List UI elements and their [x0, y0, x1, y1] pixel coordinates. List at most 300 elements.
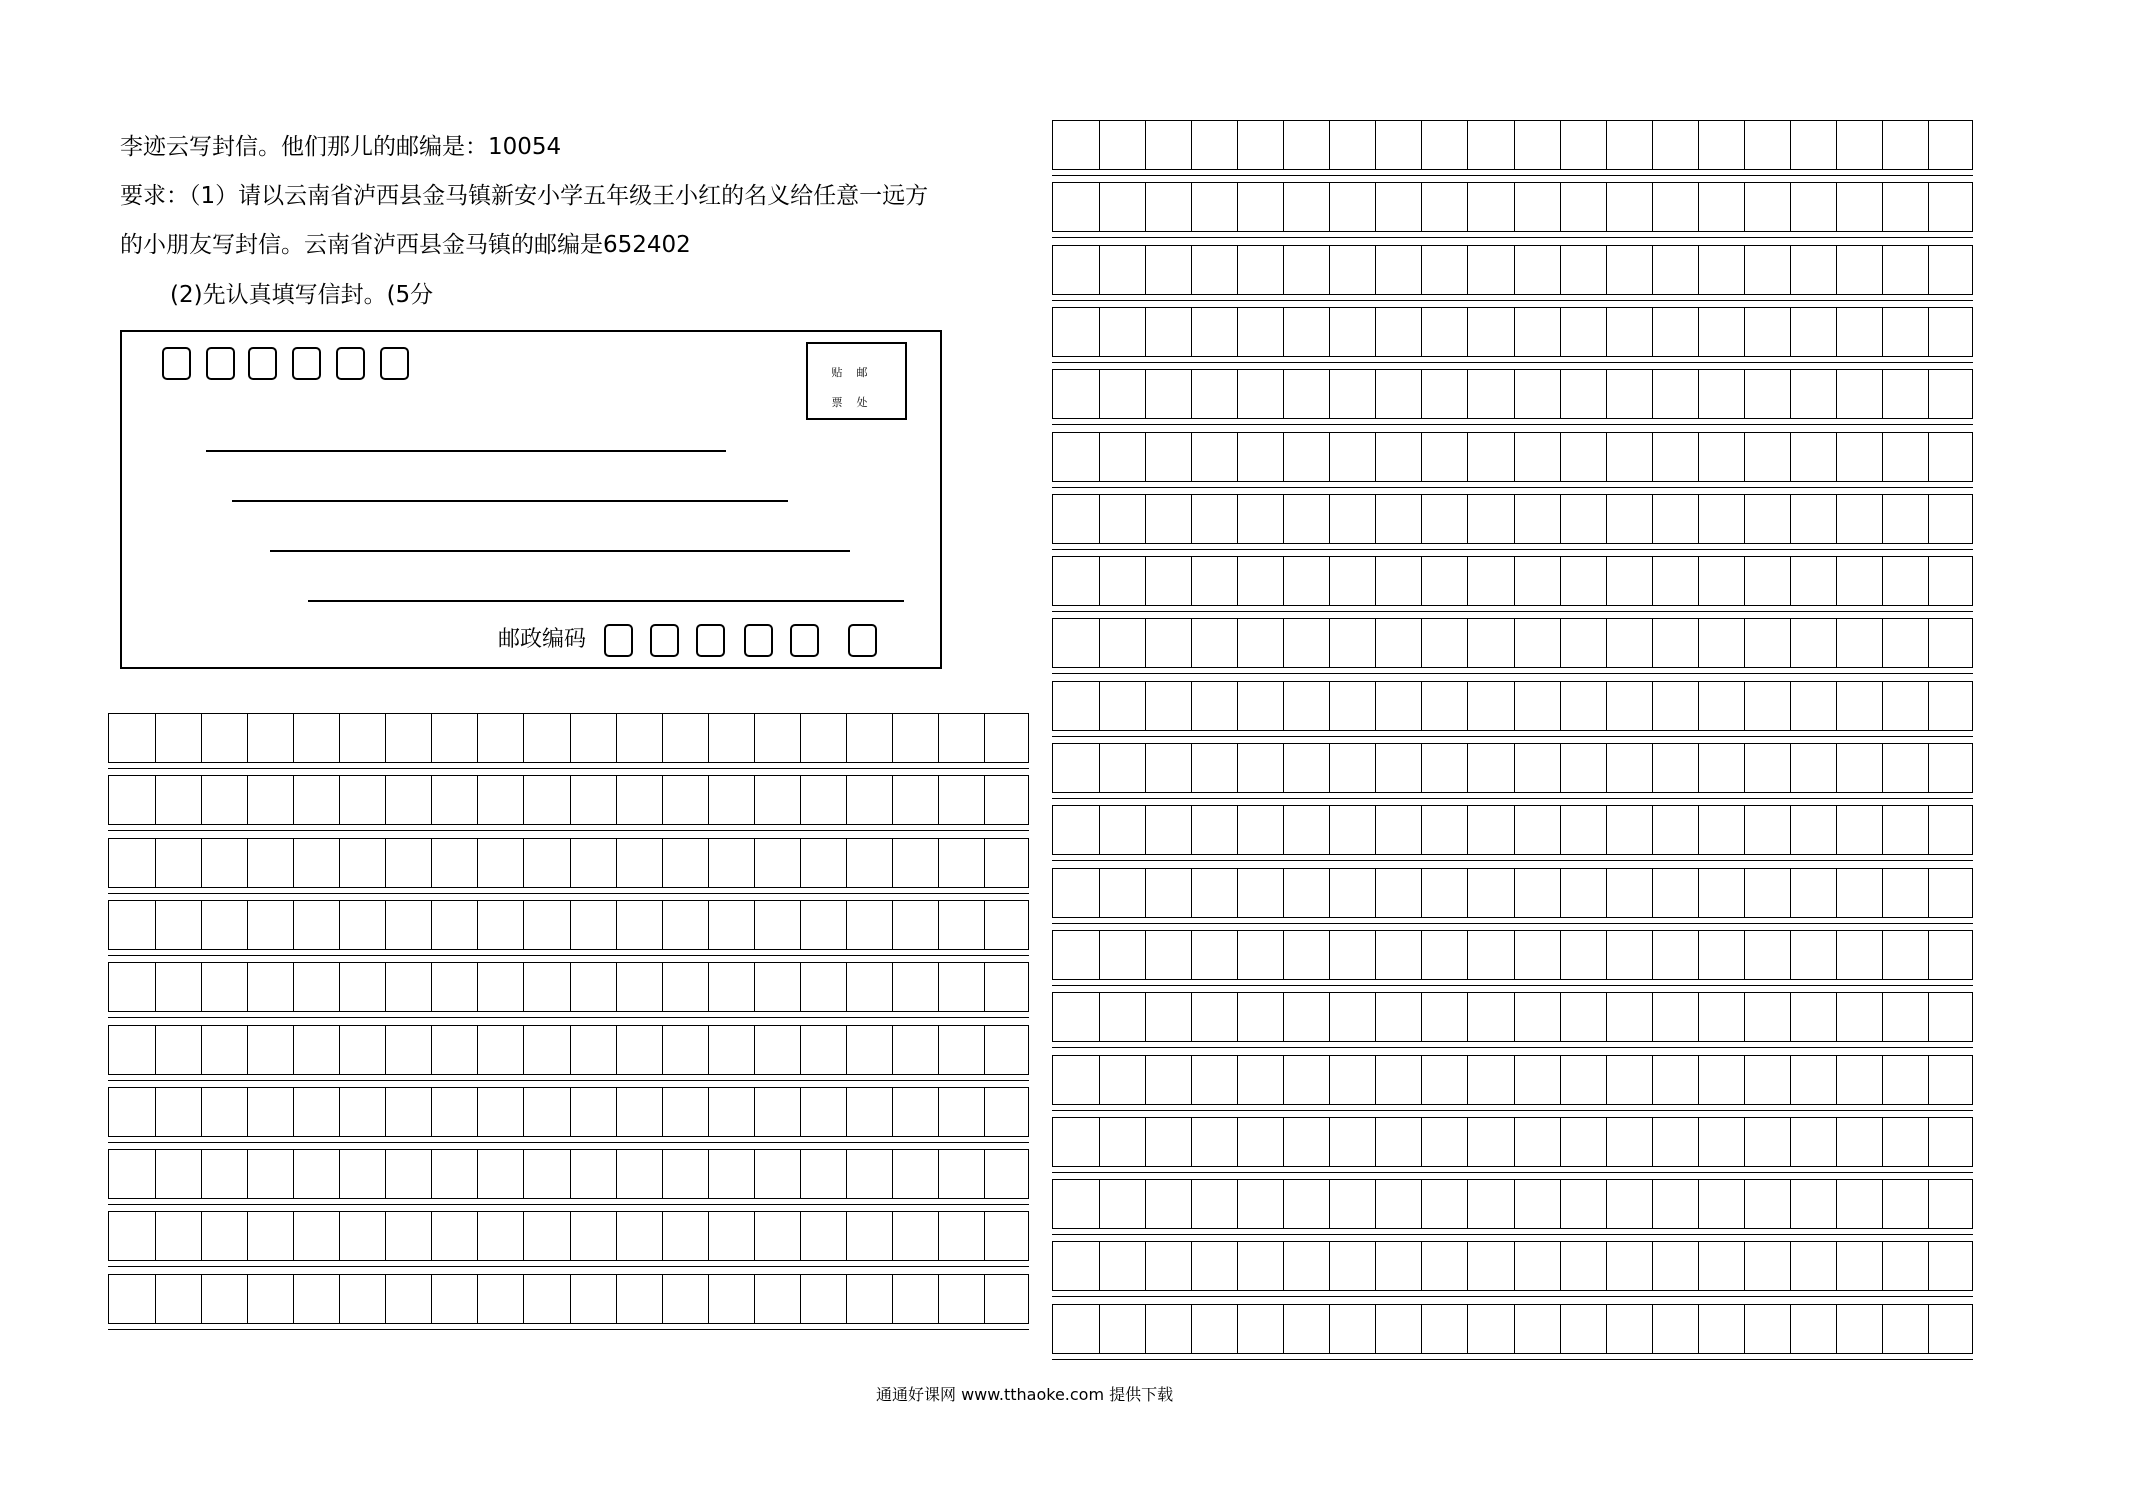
grid-cell-divider	[1237, 121, 1238, 169]
grid-cell-divider	[1606, 869, 1607, 917]
grid-cell-divider	[1652, 1305, 1653, 1353]
grid-cell-divider	[1698, 246, 1699, 294]
grid-cell-divider	[1560, 308, 1561, 356]
grid-cell-divider	[1514, 619, 1515, 667]
grid-cell-divider	[1836, 308, 1837, 356]
grid-cell-divider	[938, 1212, 939, 1260]
grid-cell-divider	[1744, 806, 1745, 854]
grid-cell-divider	[1283, 246, 1284, 294]
grid-cell-divider	[1421, 183, 1422, 231]
postal-code-box[interactable]	[604, 624, 633, 657]
grid-cell-divider	[1514, 682, 1515, 730]
grid-cell-divider	[1928, 806, 1929, 854]
grid-cell-divider	[754, 839, 755, 887]
grid-cell-divider	[570, 1026, 571, 1074]
grid-cell-divider	[1329, 495, 1330, 543]
grid-cell-divider	[800, 776, 801, 824]
grid-cell-divider	[984, 1212, 985, 1260]
grid-cell-divider	[892, 1275, 893, 1323]
grid-cell-divider	[1283, 121, 1284, 169]
postal-code-box[interactable]	[790, 624, 819, 657]
grid-cell-divider	[339, 1150, 340, 1198]
grid-cell-divider	[754, 776, 755, 824]
grid-cell-divider	[1652, 1118, 1653, 1166]
grid-cell-divider	[155, 776, 156, 824]
grid-cell-divider	[662, 839, 663, 887]
grid-cell-divider	[1790, 246, 1791, 294]
grid-cell-divider	[1421, 246, 1422, 294]
grid-cell-divider	[523, 714, 524, 762]
grid-cell-divider	[523, 1212, 524, 1260]
grid-cell-divider	[1560, 183, 1561, 231]
grid-cell-divider	[1375, 744, 1376, 792]
grid-cell-divider	[1375, 1056, 1376, 1104]
sender-zip-box[interactable]	[380, 347, 409, 380]
grid-cell-divider	[293, 839, 294, 887]
grid-cell-divider	[1652, 433, 1653, 481]
grid-cell-divider	[1698, 1305, 1699, 1353]
grid-cell-divider	[1514, 183, 1515, 231]
grid-cell-divider	[1652, 869, 1653, 917]
sender-zip-box[interactable]	[206, 347, 235, 380]
grid-row	[108, 1211, 1029, 1261]
grid-cell-divider	[892, 1026, 893, 1074]
grid-cell-divider	[1882, 869, 1883, 917]
grid-cell-divider	[1283, 183, 1284, 231]
grid-row	[1052, 868, 1973, 918]
sender-zip-box[interactable]	[162, 347, 191, 380]
grid-cell-divider	[892, 776, 893, 824]
grid-cell-divider	[523, 776, 524, 824]
grid-cell-divider	[1329, 1242, 1330, 1290]
grid-cell-divider	[431, 1212, 432, 1260]
grid-cell-divider	[1606, 1305, 1607, 1353]
grid-cell-divider	[1560, 495, 1561, 543]
grid-cell-divider	[293, 1212, 294, 1260]
grid-cell-divider	[1467, 183, 1468, 231]
grid-cell-divider	[1237, 246, 1238, 294]
grid-cell-divider	[1744, 495, 1745, 543]
grid-cell-divider	[1744, 183, 1745, 231]
grid-row-separator	[1052, 923, 1973, 924]
grid-cell-divider	[616, 1150, 617, 1198]
grid-cell-divider	[1099, 806, 1100, 854]
grid-cell-divider	[1421, 1118, 1422, 1166]
grid-cell-divider	[247, 1088, 248, 1136]
grid-cell-divider	[1099, 993, 1100, 1041]
grid-cell-divider	[1467, 433, 1468, 481]
grid-cell-divider	[708, 839, 709, 887]
grid-cell-divider	[477, 839, 478, 887]
grid-cell-divider	[1836, 682, 1837, 730]
grid-cell-divider	[1145, 1118, 1146, 1166]
grid-cell-divider	[1652, 1056, 1653, 1104]
grid-cell-divider	[1145, 1056, 1146, 1104]
grid-cell-divider	[293, 1026, 294, 1074]
grid-cell-divider	[1882, 246, 1883, 294]
grid-cell-divider	[984, 963, 985, 1011]
grid-cell-divider	[1514, 1180, 1515, 1228]
grid-cell-divider	[477, 1088, 478, 1136]
grid-cell-divider	[800, 1150, 801, 1198]
grid-cell-divider	[1560, 1180, 1561, 1228]
grid-cell-divider	[1560, 931, 1561, 979]
grid-cell-divider	[1514, 121, 1515, 169]
grid-row	[108, 962, 1029, 1012]
grid-cell-divider	[1237, 682, 1238, 730]
grid-cell-divider	[1882, 557, 1883, 605]
grid-cell-divider	[1283, 1118, 1284, 1166]
grid-cell-divider	[1329, 744, 1330, 792]
grid-cell-divider	[339, 839, 340, 887]
grid-cell-divider	[1191, 682, 1192, 730]
grid-cell-divider	[708, 1212, 709, 1260]
grid-cell-divider	[1698, 495, 1699, 543]
grid-cell-divider	[1191, 806, 1192, 854]
grid-cell-divider	[1145, 993, 1146, 1041]
grid-cell-divider	[1237, 1118, 1238, 1166]
grid-cell-divider	[155, 1026, 156, 1074]
grid-cell-divider	[1882, 1180, 1883, 1228]
grid-cell-divider	[1698, 744, 1699, 792]
grid-cell-divider	[1836, 121, 1837, 169]
grid-row-separator	[1052, 487, 1973, 488]
grid-cell-divider	[1790, 682, 1791, 730]
grid-cell-divider	[247, 1275, 248, 1323]
grid-cell-divider	[1145, 370, 1146, 418]
grid-cell-divider	[1744, 1305, 1745, 1353]
grid-cell-divider	[523, 839, 524, 887]
grid-row	[108, 900, 1029, 950]
grid-cell-divider	[1928, 1056, 1929, 1104]
grid-cell-divider	[1421, 869, 1422, 917]
grid-cell-divider	[155, 1212, 156, 1260]
grid-cell-divider	[754, 963, 755, 1011]
grid-cell-divider	[1421, 682, 1422, 730]
grid-cell-divider	[754, 1212, 755, 1260]
grid-cell-divider	[293, 901, 294, 949]
grid-cell-divider	[662, 1088, 663, 1136]
grid-cell-divider	[1652, 183, 1653, 231]
grid-cell-divider	[1514, 1118, 1515, 1166]
grid-row-separator	[108, 893, 1029, 894]
postal-code-box[interactable]	[696, 624, 725, 657]
grid-cell-divider	[1145, 246, 1146, 294]
grid-cell-divider	[892, 1150, 893, 1198]
grid-row	[1052, 556, 1973, 606]
grid-row	[1052, 1055, 1973, 1105]
grid-cell-divider	[984, 776, 985, 824]
grid-row	[1052, 1241, 1973, 1291]
grid-cell-divider	[1375, 682, 1376, 730]
grid-cell-divider	[1790, 931, 1791, 979]
grid-cell-divider	[1836, 1305, 1837, 1353]
grid-cell-divider	[1698, 993, 1699, 1041]
grid-cell-divider	[1560, 433, 1561, 481]
grid-cell-divider	[1606, 993, 1607, 1041]
grid-cell-divider	[938, 1088, 939, 1136]
grid-cell-divider	[1836, 246, 1837, 294]
grid-cell-divider	[1928, 931, 1929, 979]
grid-cell-divider	[1790, 619, 1791, 667]
grid-cell-divider	[1882, 931, 1883, 979]
grid-cell-divider	[431, 1026, 432, 1074]
grid-cell-divider	[800, 714, 801, 762]
grid-cell-divider	[1329, 183, 1330, 231]
grid-cell-divider	[1145, 931, 1146, 979]
grid-cell-divider	[1514, 433, 1515, 481]
grid-cell-divider	[1099, 557, 1100, 605]
grid-cell-divider	[1652, 993, 1653, 1041]
grid-cell-divider	[1560, 682, 1561, 730]
address-line[interactable]	[270, 550, 850, 552]
grid-cell-divider	[662, 1026, 663, 1074]
grid-cell-divider	[1329, 806, 1330, 854]
grid-cell-divider	[1514, 993, 1515, 1041]
grid-cell-divider	[1237, 931, 1238, 979]
grid-cell-divider	[800, 1026, 801, 1074]
grid-cell-divider	[892, 1212, 893, 1260]
grid-cell-divider	[523, 963, 524, 1011]
grid-cell-divider	[1283, 308, 1284, 356]
grid-cell-divider	[1790, 744, 1791, 792]
grid-cell-divider	[1790, 1118, 1791, 1166]
grid-cell-divider	[1698, 121, 1699, 169]
grid-cell-divider	[1560, 1242, 1561, 1290]
grid-cell-divider	[984, 1150, 985, 1198]
grid-cell-divider	[1375, 806, 1376, 854]
grid-cell-divider	[1329, 1180, 1330, 1228]
grid-row	[1052, 369, 1973, 419]
grid-cell-divider	[1099, 1118, 1100, 1166]
address-line[interactable]	[308, 600, 904, 602]
grid-cell-divider	[1145, 1242, 1146, 1290]
grid-cell-divider	[1514, 308, 1515, 356]
grid-row-separator	[1052, 611, 1973, 612]
grid-cell-divider	[477, 901, 478, 949]
grid-cell-divider	[1237, 744, 1238, 792]
grid-cell-divider	[1237, 495, 1238, 543]
grid-cell-divider	[1606, 308, 1607, 356]
grid-cell-divider	[1237, 1305, 1238, 1353]
grid-cell-divider	[1191, 1305, 1192, 1353]
address-line[interactable]	[206, 450, 726, 452]
grid-cell-divider	[846, 963, 847, 1011]
grid-cell-divider	[293, 1150, 294, 1198]
grid-cell-divider	[1145, 557, 1146, 605]
grid-cell-divider	[201, 839, 202, 887]
grid-cell-divider	[431, 1150, 432, 1198]
grid-cell-divider	[1652, 121, 1653, 169]
grid-row-separator	[108, 1080, 1029, 1081]
grid-cell-divider	[1191, 931, 1192, 979]
grid-cell-divider	[1467, 1305, 1468, 1353]
grid-cell-divider	[938, 776, 939, 824]
grid-cell-divider	[1514, 370, 1515, 418]
grid-cell-divider	[1145, 433, 1146, 481]
grid-cell-divider	[1421, 370, 1422, 418]
grid-cell-divider	[1928, 1118, 1929, 1166]
grid-row	[108, 1274, 1029, 1324]
grid-cell-divider	[1145, 1180, 1146, 1228]
grid-cell-divider	[1145, 183, 1146, 231]
grid-cell-divider	[1836, 557, 1837, 605]
grid-cell-divider	[1836, 183, 1837, 231]
grid-cell-divider	[570, 776, 571, 824]
grid-cell-divider	[385, 776, 386, 824]
grid-cell-divider	[1329, 993, 1330, 1041]
grid-cell-divider	[1606, 370, 1607, 418]
grid-cell-divider	[1191, 121, 1192, 169]
grid-row-separator	[1052, 860, 1973, 861]
grid-cell-divider	[1283, 869, 1284, 917]
grid-cell-divider	[1698, 370, 1699, 418]
grid-cell-divider	[1467, 308, 1468, 356]
grid-cell-divider	[1744, 121, 1745, 169]
grid-cell-divider	[385, 1088, 386, 1136]
grid-row-separator	[1052, 549, 1973, 550]
grid-cell-divider	[1606, 1180, 1607, 1228]
grid-cell-divider	[1882, 433, 1883, 481]
postal-code-box[interactable]	[744, 624, 773, 657]
grid-cell-divider	[846, 1088, 847, 1136]
grid-cell-divider	[1928, 495, 1929, 543]
grid-cell-divider	[1836, 433, 1837, 481]
grid-cell-divider	[1145, 744, 1146, 792]
grid-cell-divider	[754, 901, 755, 949]
grid-cell-divider	[1099, 246, 1100, 294]
grid-row-separator	[1052, 1172, 1973, 1173]
grid-cell-divider	[1421, 1242, 1422, 1290]
grid-cell-divider	[1698, 806, 1699, 854]
grid-cell-divider	[1928, 433, 1929, 481]
grid-row	[1052, 618, 1973, 668]
grid-cell-divider	[1882, 1305, 1883, 1353]
grid-cell-divider	[1145, 619, 1146, 667]
grid-cell-divider	[1836, 619, 1837, 667]
grid-cell-divider	[1421, 557, 1422, 605]
grid-cell-divider	[385, 901, 386, 949]
grid-row	[1052, 182, 1973, 232]
grid-cell-divider	[201, 1275, 202, 1323]
instruction-line-3: 的小朋友写封信。云南省泸西县金马镇的邮编是652402	[120, 232, 691, 258]
grid-cell-divider	[1928, 619, 1929, 667]
grid-cell-divider	[1560, 806, 1561, 854]
postal-code-box[interactable]	[650, 624, 679, 657]
grid-cell-divider	[1191, 619, 1192, 667]
grid-cell-divider	[247, 963, 248, 1011]
grid-cell-divider	[1606, 433, 1607, 481]
grid-cell-divider	[1283, 619, 1284, 667]
instruction-line-4: (2)先认真填写信封。(5分	[170, 282, 434, 308]
sender-zip-box[interactable]	[292, 347, 321, 380]
grid-cell-divider	[662, 1275, 663, 1323]
grid-row	[1052, 1117, 1973, 1167]
grid-cell-divider	[1421, 495, 1422, 543]
grid-row	[108, 1025, 1029, 1075]
grid-cell-divider	[1928, 1180, 1929, 1228]
grid-cell-divider	[247, 1026, 248, 1074]
grid-cell-divider	[1421, 121, 1422, 169]
grid-cell-divider	[1467, 370, 1468, 418]
grid-cell-divider	[1237, 557, 1238, 605]
grid-cell-divider	[155, 901, 156, 949]
grid-cell-divider	[1744, 931, 1745, 979]
grid-cell-divider	[1467, 682, 1468, 730]
grid-cell-divider	[477, 1150, 478, 1198]
grid-cell-divider	[1606, 1118, 1607, 1166]
grid-cell-divider	[1375, 993, 1376, 1041]
grid-cell-divider	[523, 1026, 524, 1074]
grid-row-separator	[1052, 300, 1973, 301]
grid-cell-divider	[1606, 121, 1607, 169]
grid-cell-divider	[247, 839, 248, 887]
grid-cell-divider	[1099, 1180, 1100, 1228]
grid-row	[108, 1149, 1029, 1199]
grid-cell-divider	[339, 1088, 340, 1136]
grid-cell-divider	[1283, 993, 1284, 1041]
grid-cell-divider	[846, 901, 847, 949]
grid-cell-divider	[1421, 1180, 1422, 1228]
grid-row	[1052, 494, 1973, 544]
grid-cell-divider	[570, 714, 571, 762]
postal-code-box[interactable]	[848, 624, 877, 657]
grid-cell-divider	[1790, 183, 1791, 231]
grid-cell-divider	[477, 714, 478, 762]
grid-cell-divider	[754, 1088, 755, 1136]
grid-cell-divider	[1237, 370, 1238, 418]
grid-row-separator	[1052, 1359, 1973, 1360]
grid-cell-divider	[1790, 1056, 1791, 1104]
grid-cell-divider	[938, 839, 939, 887]
grid-cell-divider	[1421, 931, 1422, 979]
grid-cell-divider	[1237, 619, 1238, 667]
grid-cell-divider	[1836, 370, 1837, 418]
grid-cell-divider	[431, 714, 432, 762]
grid-cell-divider	[1606, 495, 1607, 543]
grid-cell-divider	[938, 1275, 939, 1323]
grid-cell-divider	[1375, 931, 1376, 979]
grid-cell-divider	[1606, 682, 1607, 730]
grid-cell-divider	[1790, 121, 1791, 169]
grid-cell-divider	[570, 963, 571, 1011]
grid-cell-divider	[846, 839, 847, 887]
sender-zip-box[interactable]	[336, 347, 365, 380]
grid-cell-divider	[1514, 557, 1515, 605]
grid-cell-divider	[1744, 1118, 1745, 1166]
grid-cell-divider	[1237, 433, 1238, 481]
grid-cell-divider	[1514, 495, 1515, 543]
grid-cell-divider	[1652, 682, 1653, 730]
grid-cell-divider	[1191, 1056, 1192, 1104]
grid-cell-divider	[1467, 495, 1468, 543]
address-line[interactable]	[232, 500, 788, 502]
grid-cell-divider	[846, 776, 847, 824]
grid-cell-divider	[1882, 1242, 1883, 1290]
grid-cell-divider	[1467, 931, 1468, 979]
grid-cell-divider	[1283, 1305, 1284, 1353]
grid-cell-divider	[662, 1150, 663, 1198]
grid-cell-divider	[1928, 682, 1929, 730]
grid-cell-divider	[708, 1275, 709, 1323]
grid-cell-divider	[1560, 370, 1561, 418]
grid-cell-divider	[1744, 744, 1745, 792]
stamp-area	[806, 342, 907, 420]
grid-cell-divider	[1467, 806, 1468, 854]
grid-row-separator	[1052, 736, 1973, 737]
sender-zip-box[interactable]	[248, 347, 277, 380]
grid-cell-divider	[1652, 1242, 1653, 1290]
